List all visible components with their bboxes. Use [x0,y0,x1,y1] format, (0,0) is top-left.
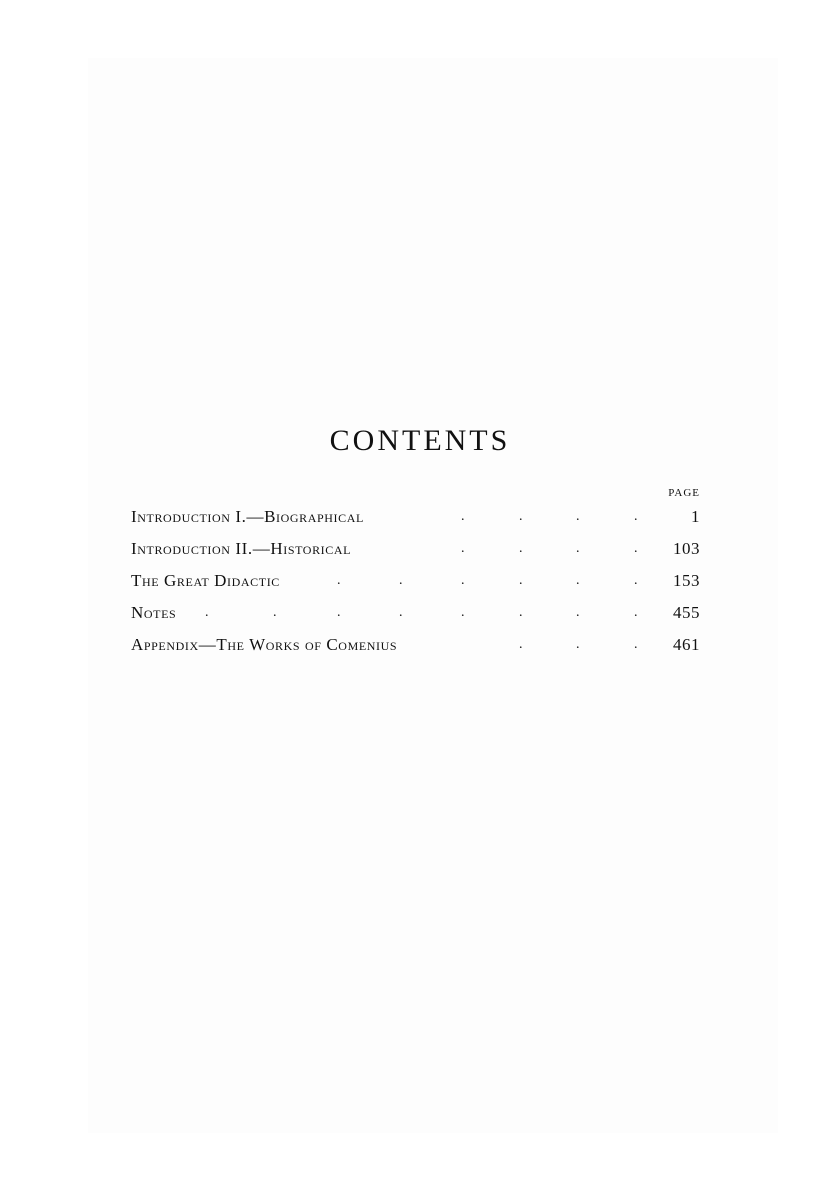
leader-dot: . [519,541,524,556]
leader-dot: . [576,605,581,620]
leader-dot: . [576,509,581,524]
leader-dot: . [519,573,524,588]
leader-dot: . [337,573,342,588]
leader-dot: . [399,573,404,588]
toc-entry-title[interactable]: Introduction II.—Historical [131,539,352,558]
page-title: CONTENTS [329,424,511,457]
leader-dot: . [519,605,524,620]
toc-entry-title[interactable]: Notes [131,603,177,622]
leader-dot: . [205,605,210,620]
leader-dot: . [273,605,278,620]
leader-dot: . [576,637,581,652]
toc-entry[interactable] [131,633,700,665]
toc-entry[interactable] [131,505,700,537]
leader-dot: . [634,637,639,652]
leader-dot: . [461,509,466,524]
leader-dot: . [634,541,639,556]
toc-entry-page: 153 [673,571,700,590]
toc-entry-title[interactable]: Appendix—The Works of Comenius [131,635,398,654]
leader-dot: . [576,541,581,556]
table-of-contents [131,505,700,665]
leader-dot: . [519,509,524,524]
toc-entry-title[interactable]: The Great Didactic [131,571,280,590]
leader-dot: . [399,605,404,620]
leader-dot: . [337,605,342,620]
leader-dot: . [634,573,639,588]
toc-entry[interactable] [131,569,700,601]
leader-dot: . [461,541,466,556]
toc-entry[interactable] [131,537,700,569]
leader-dot: . [461,573,466,588]
leader-dot: . [519,637,524,652]
leader-dot: . [634,509,639,524]
toc-entry-page: 103 [673,539,700,558]
leader-dot: . [634,605,639,620]
page-column-header: PAGE [668,487,700,499]
leader-dot: . [576,573,581,588]
toc-entry-page: 455 [673,603,700,622]
toc-entry-page: 461 [673,635,700,654]
toc-entry-title[interactable]: Introduction I.—Biographical [131,507,364,526]
leader-dot: . [461,605,466,620]
toc-entry[interactable] [131,601,700,633]
toc-entry-page: 1 [691,507,700,526]
